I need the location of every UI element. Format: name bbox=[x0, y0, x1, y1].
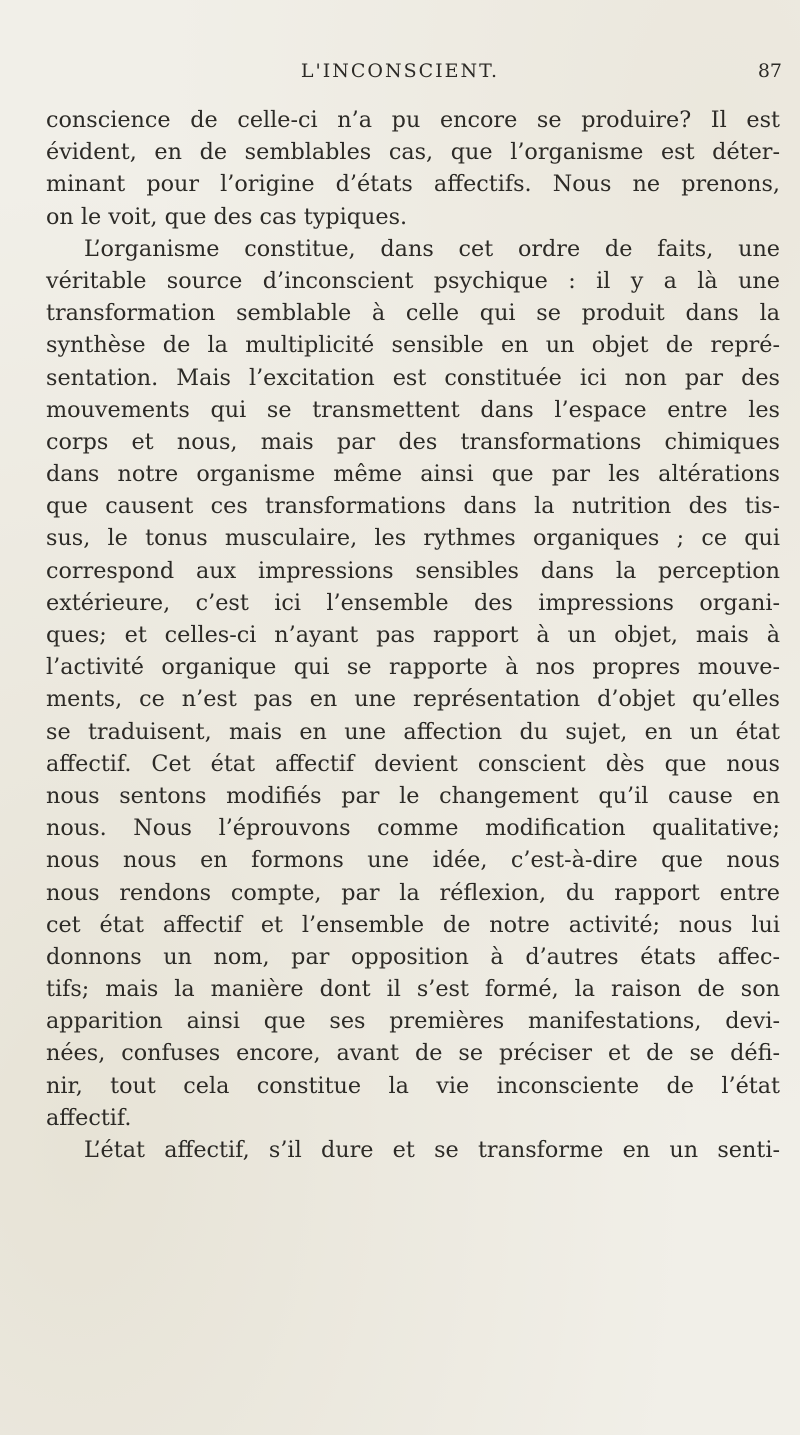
text-line: conscience de celle-ci n’a pu encore se produire? Il est bbox=[46, 107, 780, 133]
text-line: transformation semblable à celle qui se produit dans la bbox=[46, 300, 780, 327]
text-line: minant pour l’origine d’états affectifs. Nous ne prenons, bbox=[46, 171, 780, 198]
text-line: sus, le tonus musculaire, les rythmes organiques ; ce qui bbox=[46, 525, 780, 552]
text-line: se traduisent, mais en une affection du sujet, en un état bbox=[46, 718, 780, 745]
text-line: l’activité organique qui se rapporte à nos propres mouve- bbox=[46, 654, 780, 681]
text-line: synthèse de la multiplicité sensible en un objet de repré- bbox=[46, 332, 780, 359]
text-line: véritable source d’inconscient psychique : il y a là une bbox=[46, 267, 780, 294]
text-line: mouvements qui se transmettent dans l’espace entre les bbox=[46, 396, 780, 423]
text-line: L’état affectif, s’il dure et se transforme en un senti- bbox=[84, 1137, 780, 1163]
text-line: extérieure, c’est ici l’ensemble des impressions organi- bbox=[46, 589, 780, 616]
text-line: nous rendons compte, par la réflexion, du rapport entre bbox=[46, 879, 780, 906]
text-line: dans notre organisme même ainsi que par les altérations bbox=[46, 461, 780, 488]
page-header bbox=[0, 60, 800, 90]
text-line: affectif. Cet état affectif devient conscient dès que nous bbox=[46, 750, 780, 777]
text-line: que causent ces transformations dans la nutrition des tis- bbox=[46, 493, 780, 520]
text-line: L’organisme constitue, dans cet ordre de faits, une bbox=[84, 235, 780, 262]
text-line: sentation. Mais l’excitation est constituée ici non par des bbox=[46, 364, 780, 391]
text-line: nous nous en formons une idée, c’est-à-dire que nous bbox=[46, 847, 780, 874]
text-line: correspond aux impressions sensibles dans la perception bbox=[46, 557, 780, 584]
text-line: nous. Nous l’éprouvons comme modification qualitative; bbox=[46, 815, 780, 842]
text-line: apparition ainsi que ses premières manifestations, devi- bbox=[46, 1008, 780, 1035]
text-line: on le voit, que des cas typiques. bbox=[46, 203, 408, 230]
text-line: corps et nous, mais par des transformations chimiques bbox=[46, 428, 780, 455]
page-number: 87 bbox=[757, 60, 782, 82]
text-line: donnons un nom, par opposition à d’autres états affec- bbox=[46, 943, 780, 970]
text-line: tifs; mais la manière dont il s’est formé, la raison de son bbox=[46, 976, 780, 1003]
body-text bbox=[46, 104, 780, 1166]
text-line: nous sentons modifiés par le changement qu’il cause en bbox=[46, 782, 780, 809]
text-line: affectif. bbox=[46, 1104, 132, 1131]
text-line: ques; et celles-ci n’ayant pas rapport à un objet, mais à bbox=[46, 622, 780, 648]
text-line: nées, confuses encore, avant de se préciser et de se défi- bbox=[46, 1040, 780, 1067]
text-line: nir, tout cela constitue la vie inconsciente de l’état bbox=[46, 1072, 780, 1099]
running-head: L'INCONSCIENT. bbox=[300, 60, 500, 82]
text-line: évident, en de semblables cas, que l’organisme est déter- bbox=[46, 139, 780, 166]
text-line: ments, ce n’est pas en une représentation d’objet qu’elles bbox=[46, 686, 780, 713]
text-line: cet état affectif et l’ensemble de notre activité; nous lui bbox=[46, 911, 780, 938]
